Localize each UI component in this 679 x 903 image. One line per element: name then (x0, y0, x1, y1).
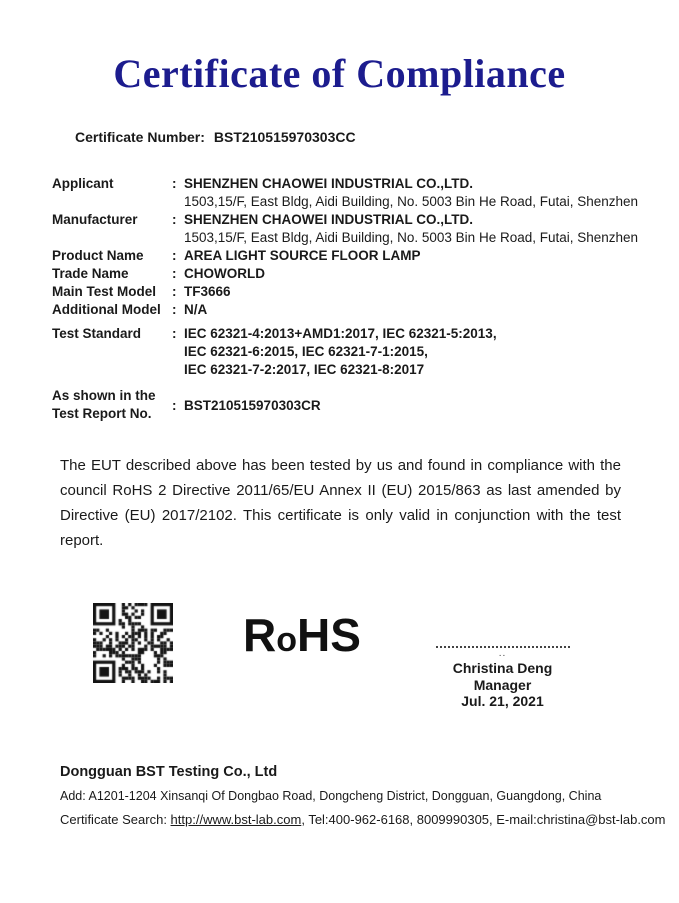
field-value: CHOWORLD (184, 266, 265, 281)
page-title: Certificate of Compliance (113, 51, 566, 96)
lab-company-name: Dongguan BST Testing Co., Ltd (60, 764, 278, 780)
colon: : (172, 248, 177, 263)
rohs-logo: RoHS (243, 609, 361, 661)
qr-code (93, 603, 173, 683)
colon: : (172, 176, 177, 191)
test-standard-line: IEC 62321-6:2015, IEC 62321-7-1:2015, (184, 344, 428, 359)
colon: : (172, 212, 177, 227)
logos-row (0, 598, 679, 748)
test-standard-line: IEC 62321-7-2:2017, IEC 62321-8:2017 (184, 362, 425, 377)
field-label: Main Test Model (52, 284, 157, 299)
certificate-search-label: Certificate Search: (60, 812, 171, 827)
compliance-statement: The EUT described above has been tested by us and found in compliance with the council RoHS 2 Directive 2011/65/EU Annex II (EU) 2015/863 as last amended by Directive (EU) 2017/2102. This certificate is only valid in conjunction with the test report. (60, 457, 621, 549)
field-label: Additional Model (52, 302, 161, 317)
colon: : (172, 397, 177, 413)
field-applicant-address (52, 193, 679, 211)
field-test-report (52, 387, 679, 423)
field-subvalue: 1503,15/F, East Bldg, Aidi Building, No. 5003 Bin He Road, Futai, Shenzhen (184, 230, 639, 245)
signature-date: Jul. 21, 2021 (461, 693, 544, 709)
colon: : (172, 302, 177, 317)
field-applicant (52, 175, 679, 193)
field-test-standard (52, 325, 679, 379)
certificate-search-line (60, 812, 679, 827)
field-manufacturer-address (52, 229, 679, 247)
test-standard-line: IEC 62321-4:2013+AMD1:2017, IEC 62321-5:2013, (184, 326, 497, 341)
field-label: Trade Name (52, 266, 129, 281)
lab-contact-info: , Tel:400-962-6168, 8009990305, E-mail:christina@bst-lab.com (301, 812, 666, 827)
field-value: AREA LIGHT SOURCE FLOOR LAMP (184, 248, 421, 263)
field-label: Test Standard (52, 326, 142, 341)
field-value: SHENZHEN CHAOWEI INDUSTRIAL CO.,LTD. (184, 176, 473, 191)
signer-title: Manager (473, 676, 532, 693)
lab-address: Add: A1201-1204 Xinsanqi Of Dongbao Road, Dongcheng District, Dongguan, Guangdong, China (60, 789, 602, 803)
certificate-number (75, 129, 679, 145)
colon: : (172, 326, 177, 341)
field-product-name (52, 247, 679, 265)
field-label: As shown in the Test Report No. (52, 388, 156, 421)
field-label: Product Name (52, 248, 144, 263)
field-value: N/A (184, 302, 208, 317)
field-trade-name (52, 265, 679, 283)
field-main-test-model (52, 283, 679, 301)
signer-name: Christina Deng (452, 660, 553, 676)
field-value: SHENZHEN CHAOWEI INDUSTRIAL CO.,LTD. (184, 212, 473, 227)
field-value: TF3666 (184, 284, 231, 299)
colon: : (172, 266, 177, 281)
colon: : (172, 284, 177, 299)
field-label: Manufacturer (52, 212, 138, 227)
field-manufacturer (52, 211, 679, 229)
signature-dots: .. (498, 648, 507, 659)
test-report-number: BST210515970303CR (184, 397, 321, 413)
certificate-number-label: Certificate Number: (75, 129, 205, 145)
signature-block (415, 646, 590, 710)
field-additional-model (52, 301, 679, 319)
certificate-page (0, 50, 679, 903)
field-subvalue: 1503,15/F, East Bldg, Aidi Building, No. 5003 Bin He Road, Futai, Shenzhen (184, 194, 639, 209)
test-standard-lines (184, 325, 497, 379)
field-label: Applicant (52, 176, 114, 191)
certificate-number-value: BST210515970303CC (213, 129, 356, 145)
lab-website-link[interactable]: http://www.bst-lab.com (170, 812, 302, 827)
footer (60, 764, 679, 827)
certificate-info (52, 175, 679, 423)
